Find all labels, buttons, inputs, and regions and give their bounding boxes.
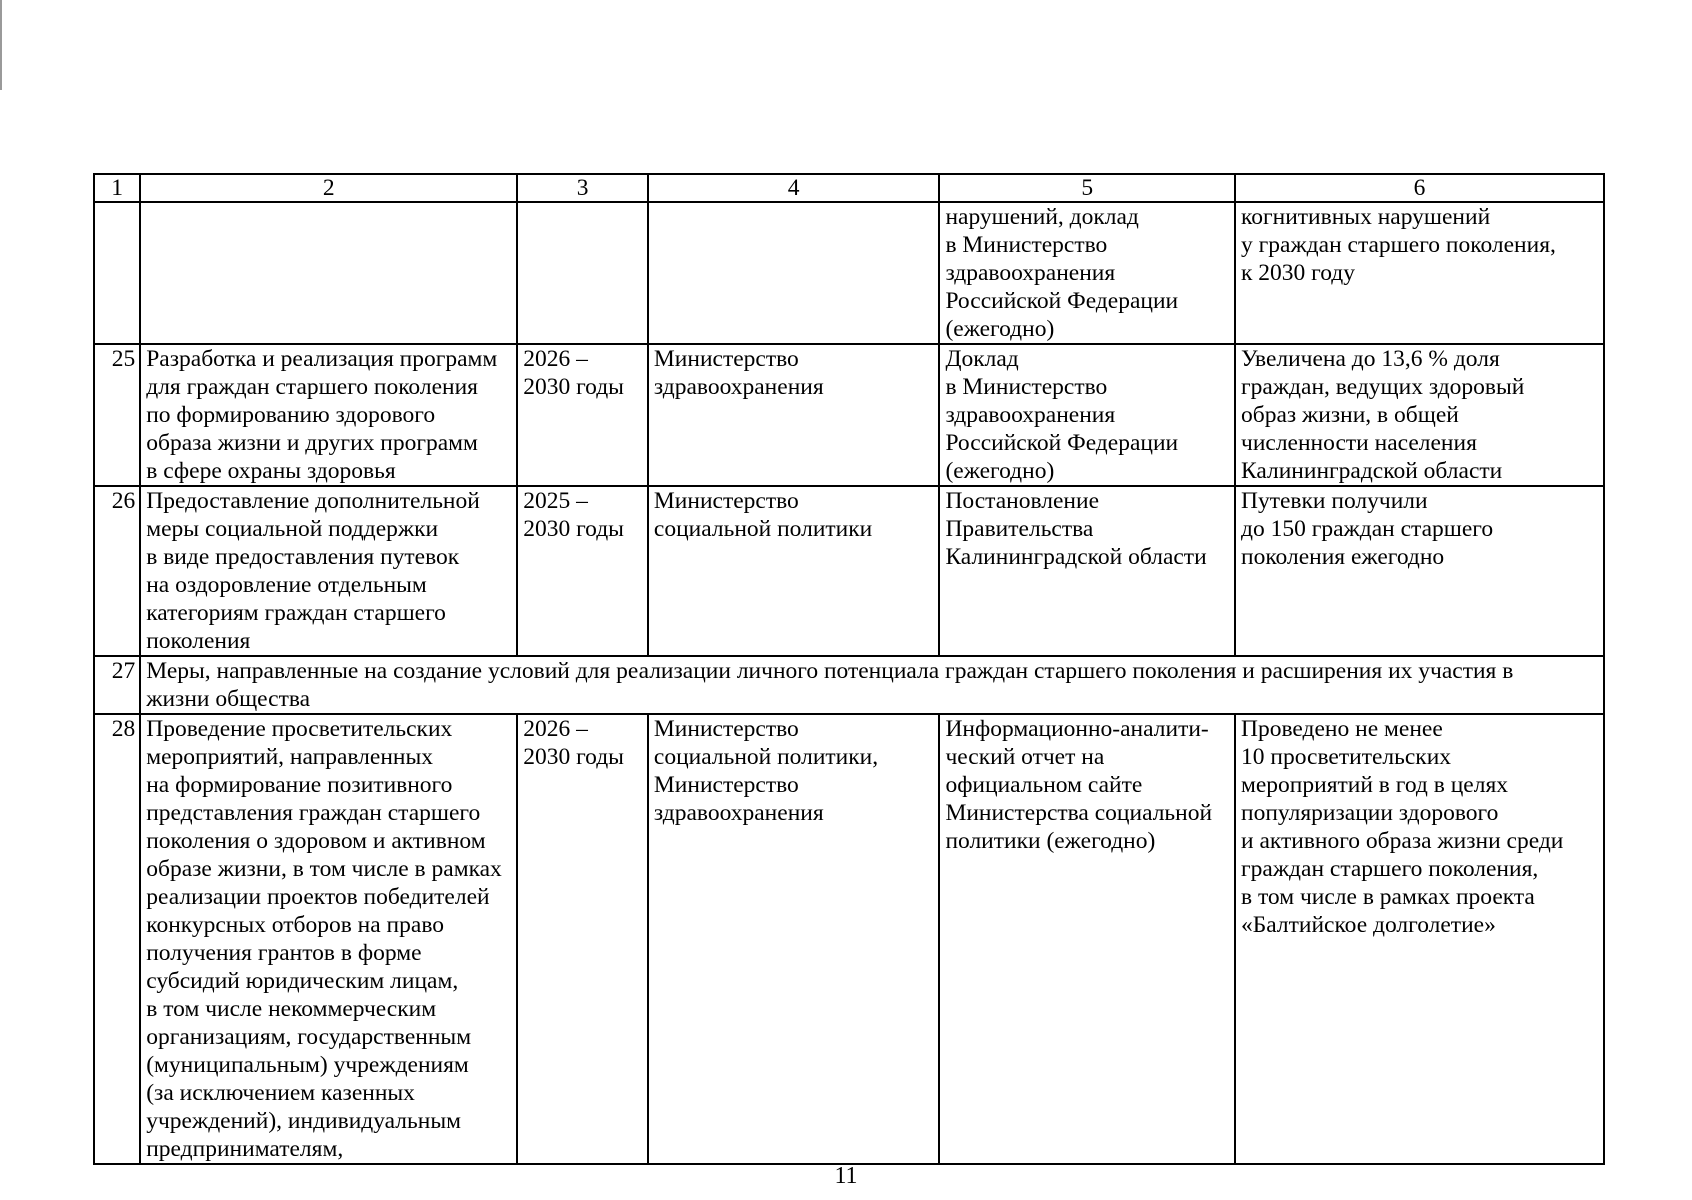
measure-cell: Предоставление дополнительной меры социальной поддержки в виде предоставления путевок на оздоровление отдельным категориям граждан старшего поколения bbox=[140, 486, 517, 656]
table-row bbox=[94, 202, 1604, 344]
indicator-cell: Проведено не менее 10 просветительских мероприятий в год в целях популяризации здорового и активного образа жизни среди граждан старшего поколения, в том числе в рамках проекта «Балтийское долголетие» bbox=[1235, 714, 1604, 1164]
row-number: 26 bbox=[94, 486, 140, 656]
page-number: 11 bbox=[834, 1163, 858, 1189]
result-form-cell: Постановление Правительства Калининградской области bbox=[939, 486, 1235, 656]
row-number: 28 bbox=[94, 714, 140, 1164]
table-row bbox=[94, 714, 1604, 1164]
row-number: 27 bbox=[94, 656, 140, 714]
measure-cell bbox=[140, 202, 517, 344]
result-form-cell: нарушений, доклад в Министерство здравоохранения Российской Федерации (ежегодно) bbox=[939, 202, 1235, 344]
column-header: 6 bbox=[1235, 174, 1604, 202]
table-row bbox=[94, 344, 1604, 486]
indicator-cell: Увеличена до 13,6 % доля граждан, ведущих здоровый образ жизни, в общей численности населения Калининградской области bbox=[1235, 344, 1604, 486]
column-header: 2 bbox=[140, 174, 517, 202]
table-row bbox=[94, 486, 1604, 656]
executor-cell: Министерство социальной политики bbox=[648, 486, 940, 656]
period-cell: 2025 – 2030 годы bbox=[517, 486, 648, 656]
measure-cell: Разработка и реализация программ для граждан старшего поколения по формированию здорового образа жизни и других программ в сфере охраны здоровья bbox=[140, 344, 517, 486]
result-form-cell: Доклад в Министерство здравоохранения Российской Федерации (ежегодно) bbox=[939, 344, 1235, 486]
column-header: 5 bbox=[939, 174, 1235, 202]
table-header-row bbox=[94, 174, 1604, 202]
measures-table bbox=[93, 173, 1605, 1165]
column-header: 1 bbox=[94, 174, 140, 202]
row-number: 25 bbox=[94, 344, 140, 486]
executor-cell: Министерство социальной политики, Министерство здравоохранения bbox=[648, 714, 940, 1164]
executor-cell bbox=[648, 202, 940, 344]
executor-cell: Министерство здравоохранения bbox=[648, 344, 940, 486]
column-header: 3 bbox=[517, 174, 648, 202]
indicator-cell: когнитивных нарушений у граждан старшего поколения, к 2030 году bbox=[1235, 202, 1604, 344]
row-number bbox=[94, 202, 140, 344]
indicator-cell: Путевки получили до 150 граждан старшего поколения ежегодно bbox=[1235, 486, 1604, 656]
result-form-cell: Информационно-аналити- ческий отчет на официальном сайте Министерства социальной политики (ежегодно) bbox=[939, 714, 1235, 1164]
section-row bbox=[94, 656, 1604, 714]
measure-cell: Проведение просветительских мероприятий, направленных на формирование позитивного представления граждан старшего поколения о здоровом и активном образе жизни, в том числе в рамках реализации проектов победителей конкурсных отборов на право получения грантов в форме субсидий юридическим лицам, в том числе некоммерческим организациям, государственным (муниципальным) учреждениям (за исключением казенных учреждений), индивидуальным предпринимателям, bbox=[140, 714, 517, 1164]
column-header: 4 bbox=[648, 174, 940, 202]
period-cell bbox=[517, 202, 648, 344]
period-cell: 2026 – 2030 годы bbox=[517, 344, 648, 486]
scan-edge-mark bbox=[0, 0, 2, 90]
period-cell: 2026 – 2030 годы bbox=[517, 714, 648, 1164]
section-heading-cell: Меры, направленные на создание условий для реализации личного потенциала граждан старшего поколения и расширения их участия в жизни общества bbox=[140, 656, 1604, 714]
